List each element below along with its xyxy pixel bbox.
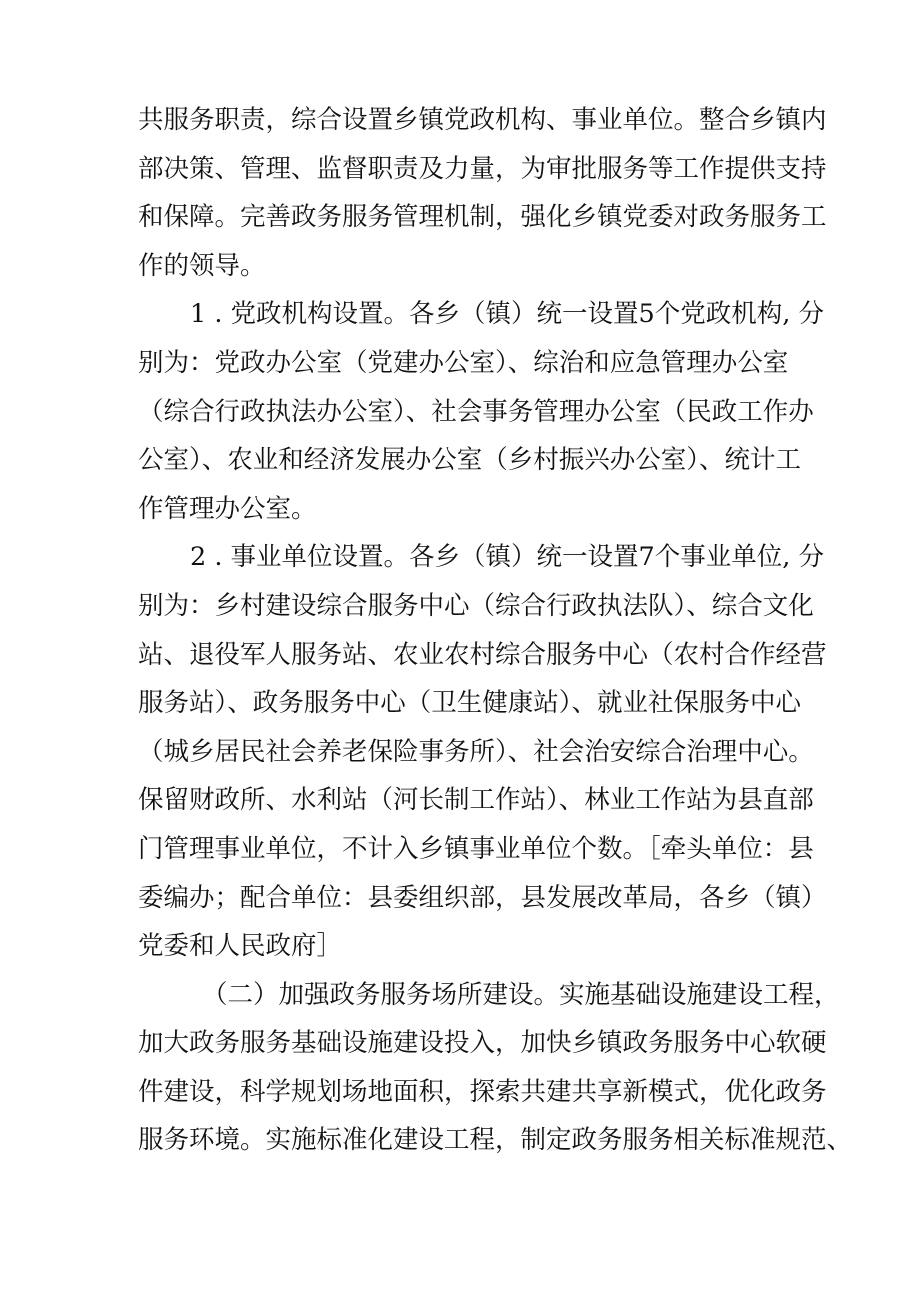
section-two-line-1: （二）加强政务服务场所建设。实施基础设施建设工程， — [202, 979, 840, 1010]
section-1-line-2: 别为：党政办公室（党建办公室）、综治和应急管理办公室 — [138, 347, 789, 378]
section-2-line-8: 委编办；配合单位：县委组织部，县发展改革局，各乡（镇） — [138, 882, 827, 913]
section-1-line-4: 公室）、农业和经济发展办公室（乡村振兴办公室）、统计工 — [138, 445, 802, 476]
section-1-line-3: （综合行政执法办公室）、社会事务管理办公室（民政工作办 — [138, 396, 814, 427]
section-1-line-1: 1 . 党政机构设置。各乡（镇）统一设置5个党政机构, 分 — [190, 299, 824, 330]
section-two-line-3: 件建设，科学规划场地面积，探索共建共享新模式，优化政务 — [138, 1076, 827, 1107]
section-two-line-4: 服务环境。实施标准化建设工程，制定政务服务相关标准规范、 — [138, 1125, 853, 1156]
section-2-line-9: 党委和人民政府］ — [138, 931, 343, 962]
section-2-line-3: 站、退役军人服务站、农业农村综合服务中心（农村合作经营 — [138, 639, 827, 670]
section-1-line-5: 作管理办公室。 — [138, 493, 317, 524]
document-body — [138, 96, 853, 1165]
text-line-2: 部决策、管理、监督职责及力量，为审批服务等工作提供支持 — [138, 153, 827, 184]
section-2-line-7: 门管理事业单位，不计入乡镇事业单位个数。［牵头单位：县 — [138, 833, 814, 864]
text-line-1: 共服务职责，综合设置乡镇党政机构、事业单位。整合乡镇内 — [138, 105, 827, 135]
section-2-line-1: 2 . 事业单位设置。各乡（镇）统一设置7个事业单位, 分 — [190, 542, 824, 573]
section-2-line-6: 保留财政所、水利站（河长制工作站）、林业工作站为县直部 — [138, 785, 814, 816]
text-line-3: 和保障。完善政务服务管理机制，强化乡镇党委对政务服务工 — [138, 202, 827, 233]
section-2-line-4: 服务站）、政务服务中心（卫生健康站）、就业社保服务中心 — [138, 688, 802, 719]
text-line-4: 作的领导。 — [138, 250, 266, 281]
section-two-line-2: 加大政务服务基础设施建设投入，加快乡镇政务服务中心软硬 — [138, 1028, 827, 1059]
section-2-line-5: （城乡居民社会养老保险事务所）、社会治安综合治理中心。 — [138, 736, 814, 767]
section-2-line-2: 别为：乡村建设综合服务中心（综合行政执法队）、综合文化 — [138, 590, 814, 621]
